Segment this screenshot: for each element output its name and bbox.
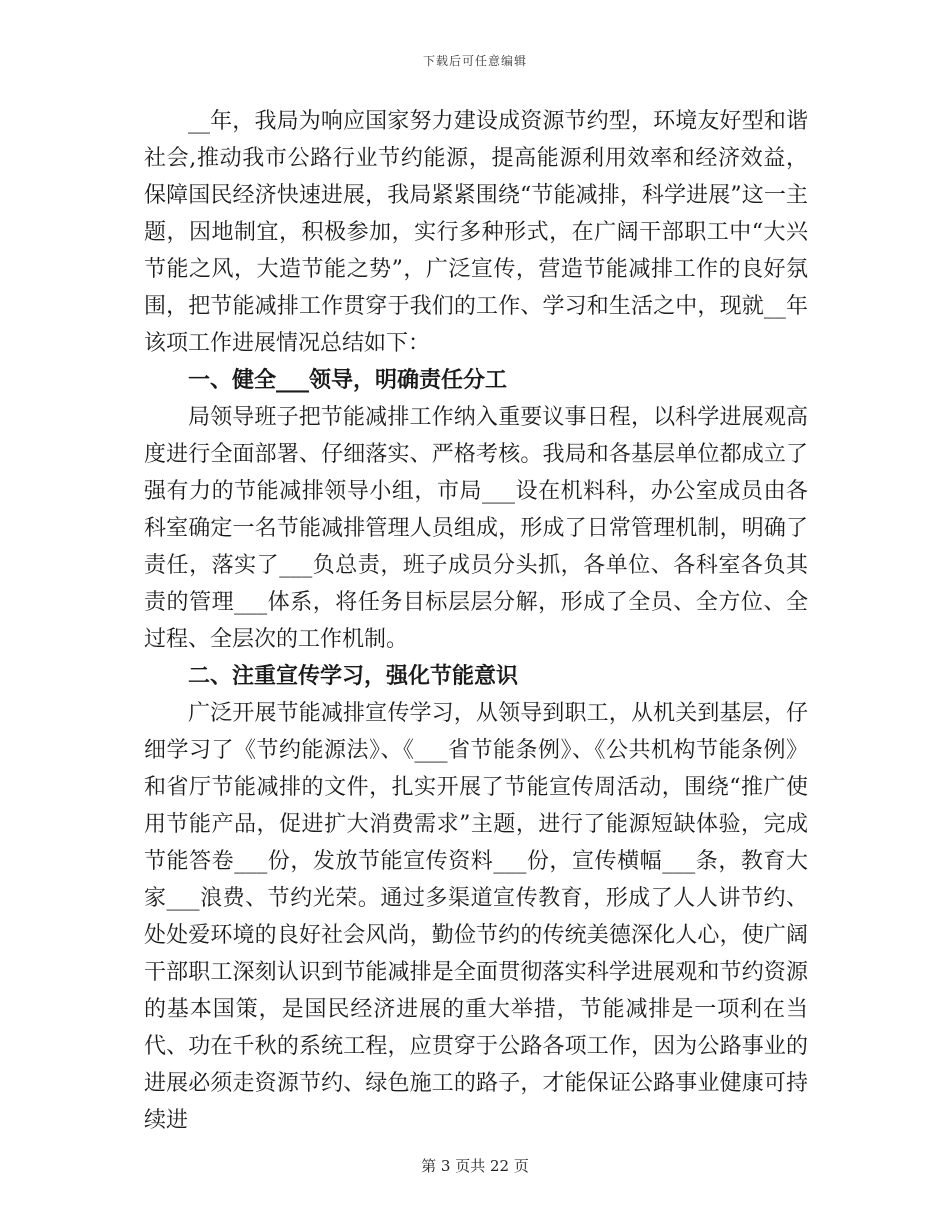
page-number-footer: 第 3 页共 22 页 xyxy=(421,1157,529,1175)
document-body xyxy=(144,103,808,1139)
section-1-paragraph: 局领导班子把节能减排工作纳入重要议事日程，以科学进展观高度进行全面部署、仔细落实、严格考核。我局和各基层单位都成立了强有力的节能减排领导小组，市局___设在机料科，办公室成员由各科室确定一名节能减排管理人员组成，形成了日常管理机制，明确了责任，落实了___负总责，班子成员分头抓，各单位、各科室各负其责的管理___体系，将任务目标层层分解，形成了全员、全方位、全过程、全层次的工作机制。 xyxy=(144,405,808,652)
page-header-note: 下载后可任意编辑 xyxy=(422,54,527,68)
section-2-heading: 二、注重宣传学习，强化节能意识 xyxy=(188,663,519,689)
section-2-paragraph: 广泛开展节能减排宣传学习，从领导到职工，从机关到基层，仔细学习了《节约能源法》、《___省节能条例》、《公共机构节能条例》和省厅节能减排的文件，扎实开展了节能宣传周活动，围绕“推广使用节能产品，促进扩大消费需求”主题，进行了能源短缺体验，完成节能答卷___份，发放节能宣传资料___份，宣传横幅___条，教育大家___浪费、节约光荣。通过多渠道宣传教育，形成了人人讲节约、处处爱环境的良好社会风尚，勤俭节约的传统美德深化人心，使广阔干部职工深刻认识到节能减排是全面贯彻落实科学进展观和节约资源的基本国策，是国民经济进展的重大举措，节能减排是一项利在当代、功在千秋的系统工程，应贯穿于公路各项工作，因为公路事业的进展必须走资源节约、绿色施工的路子，才能保证公路事业健康可持续进 xyxy=(144,701,808,1133)
section-1-heading: 一、健全___领导，明确责任分工 xyxy=(188,367,508,393)
intro-paragraph: __年，我局为响应国家努力建设成资源节约型，环境友好型和谐社会,推动我市公路行业节约能源，提高能源利用效率和经济效益，保障国民经济快速进展，我局紧紧围绕“节能减排，科学进展”这一主题，因地制宜，积极参加，实行多种形式，在广阔干部职工中“大兴节能之风，大造节能之势”，广泛宣传，营造节能减排工作的良好氛围，把节能减排工作贯穿于我们的工作、学习和生活之中，现就__年该项工作进展情况总结如下： xyxy=(144,109,808,356)
